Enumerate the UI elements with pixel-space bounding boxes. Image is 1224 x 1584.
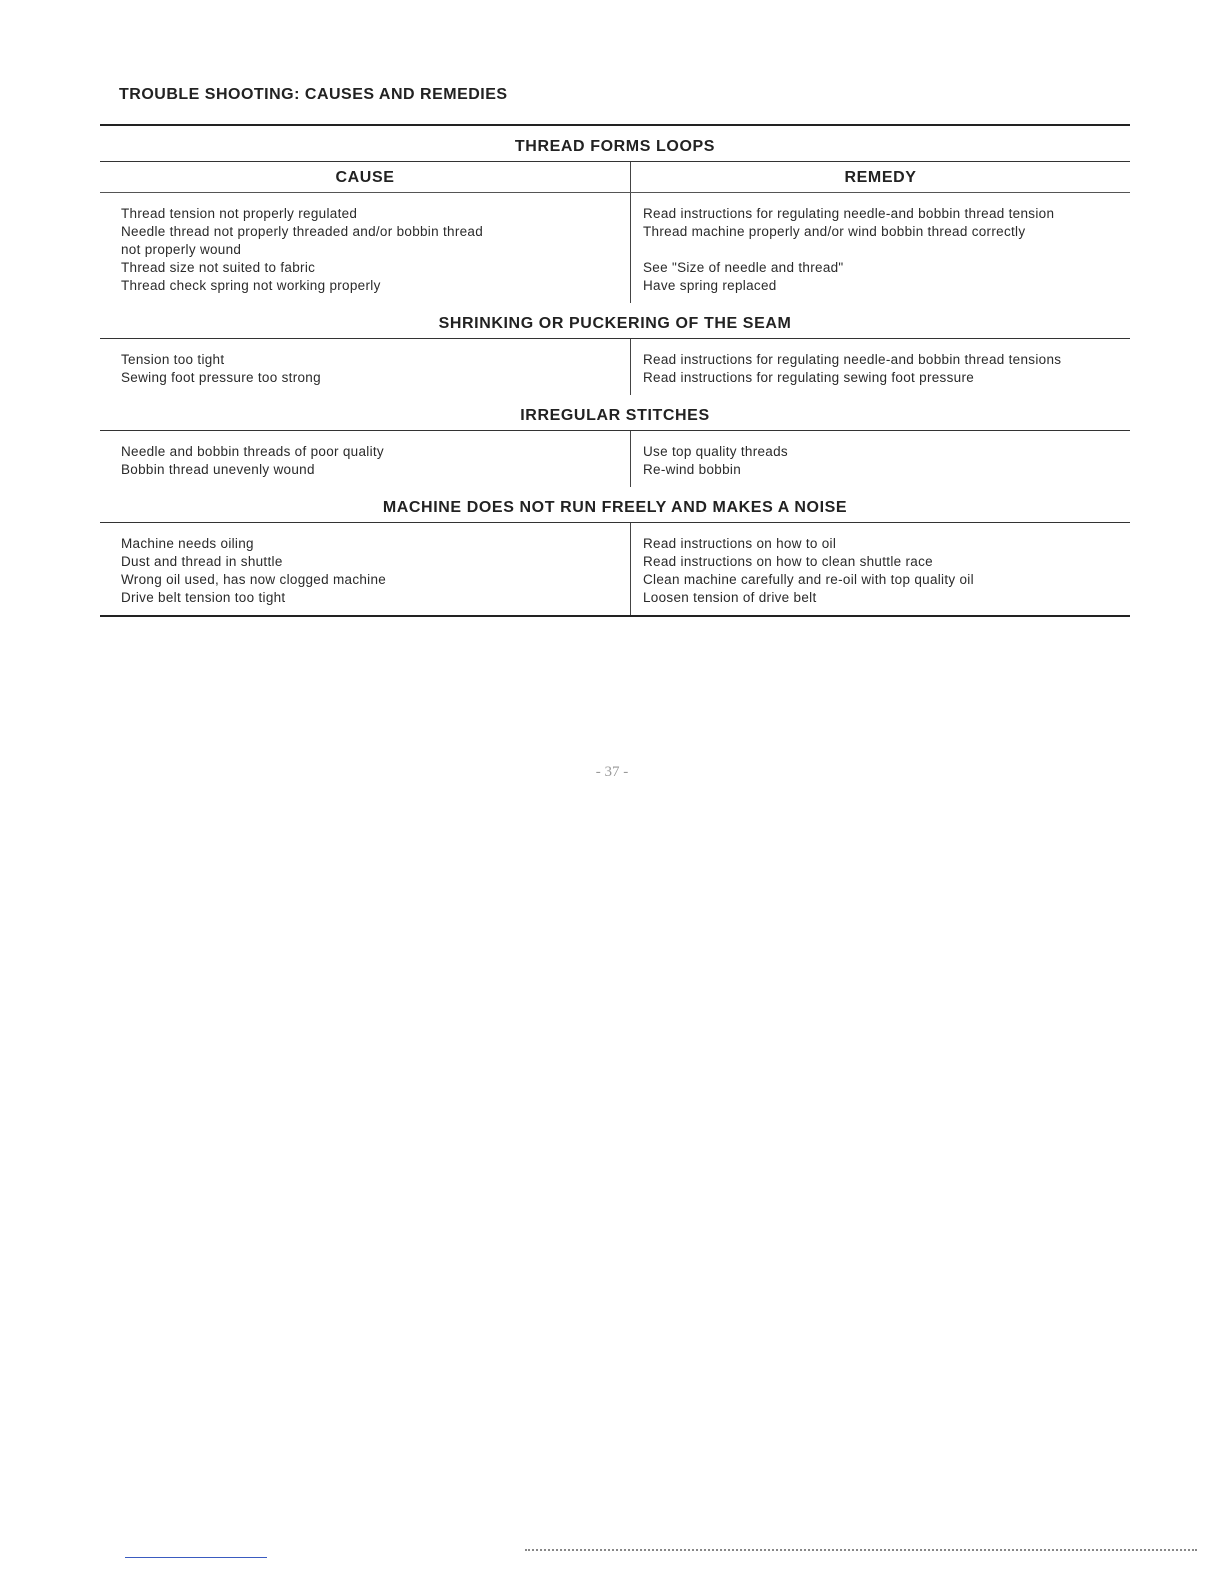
remedy-cell	[630, 431, 1130, 487]
cause-line: Thread tension not properly regulated	[121, 206, 358, 221]
section-thread-forms-loops	[100, 126, 1130, 303]
table-row	[100, 523, 1130, 615]
cause-line: Drive belt tension too tight	[121, 590, 286, 605]
cause-line: Thread check spring not working properly	[121, 278, 381, 293]
section-title: MACHINE DOES NOT RUN FREELY AND MAKES A NOISE	[100, 487, 1130, 523]
column-headers	[100, 162, 1130, 193]
section-machine-noise	[100, 487, 1130, 615]
page-number: - 37 -	[595, 764, 629, 780]
section-title: SHRINKING OR PUCKERING OF THE SEAM	[100, 303, 1130, 339]
remedy-line: Read instructions on how to oil	[643, 536, 837, 551]
remedy-cell	[630, 523, 1130, 615]
remedy-line: Thread machine properly and/or wind bobbin thread correctly	[643, 224, 1026, 239]
cause-line: not properly wound	[121, 242, 242, 257]
cause-line: Bobbin thread unevenly wound	[121, 462, 315, 477]
remedy-line: Read instructions on how to clean shuttle race	[643, 554, 933, 569]
cause-line: Needle and bobbin threads of poor quality	[121, 444, 384, 459]
remedy-line: Read instructions for regulating needle-and bobbin thread tension	[643, 206, 1055, 221]
cause-line: Dust and thread in shuttle	[121, 554, 283, 569]
remedy-line: Use top quality threads	[643, 444, 788, 459]
cause-line: Machine needs oiling	[121, 536, 254, 551]
remedy-line: Re-wind bobbin	[643, 462, 742, 477]
remedy-line: Loosen tension of drive belt	[643, 590, 817, 605]
cause-line: Wrong oil used, has now clogged machine	[121, 572, 387, 587]
section-irregular-stitches	[100, 395, 1130, 487]
cause-header: CAUSE	[335, 169, 395, 186]
cause-cell	[100, 193, 630, 303]
cause-cell	[100, 523, 630, 615]
troubleshooting-table	[100, 124, 1130, 617]
remedy-header: REMEDY	[630, 162, 1130, 192]
cause-cell	[100, 339, 630, 395]
remedy-cell	[630, 339, 1130, 395]
cause-line: Sewing foot pressure too strong	[121, 370, 321, 385]
remedy-line: Read instructions for regulating sewing foot pressure	[643, 370, 975, 385]
remedy-line: Have spring replaced	[643, 278, 777, 293]
footer-rule-right	[525, 1549, 1197, 1551]
cause-line: Thread size not suited to fabric	[121, 260, 316, 275]
cause-line: Needle thread not properly threaded and/or bobbin thread	[121, 224, 484, 239]
table-row	[100, 431, 1130, 487]
remedy-spacer	[643, 241, 1120, 259]
remedy-line: See "Size of needle and thread"	[643, 260, 844, 275]
remedy-line: Read instructions for regulating needle-and bobbin thread tensions	[643, 352, 1062, 367]
remedy-cell	[630, 193, 1130, 303]
table-row	[100, 193, 1130, 303]
cause-cell	[100, 431, 630, 487]
table-row	[100, 339, 1130, 395]
page-heading: TROUBLE SHOOTING: CAUSES AND REMEDIES	[119, 86, 508, 103]
cause-line: Tension too tight	[121, 352, 225, 367]
section-title: IRREGULAR STITCHES	[100, 395, 1130, 431]
remedy-line: Clean machine carefully and re-oil with top quality oil	[643, 572, 974, 587]
section-title: THREAD FORMS LOOPS	[100, 126, 1130, 162]
section-shrinking-puckering	[100, 303, 1130, 395]
footer-rule-left	[125, 1557, 267, 1558]
